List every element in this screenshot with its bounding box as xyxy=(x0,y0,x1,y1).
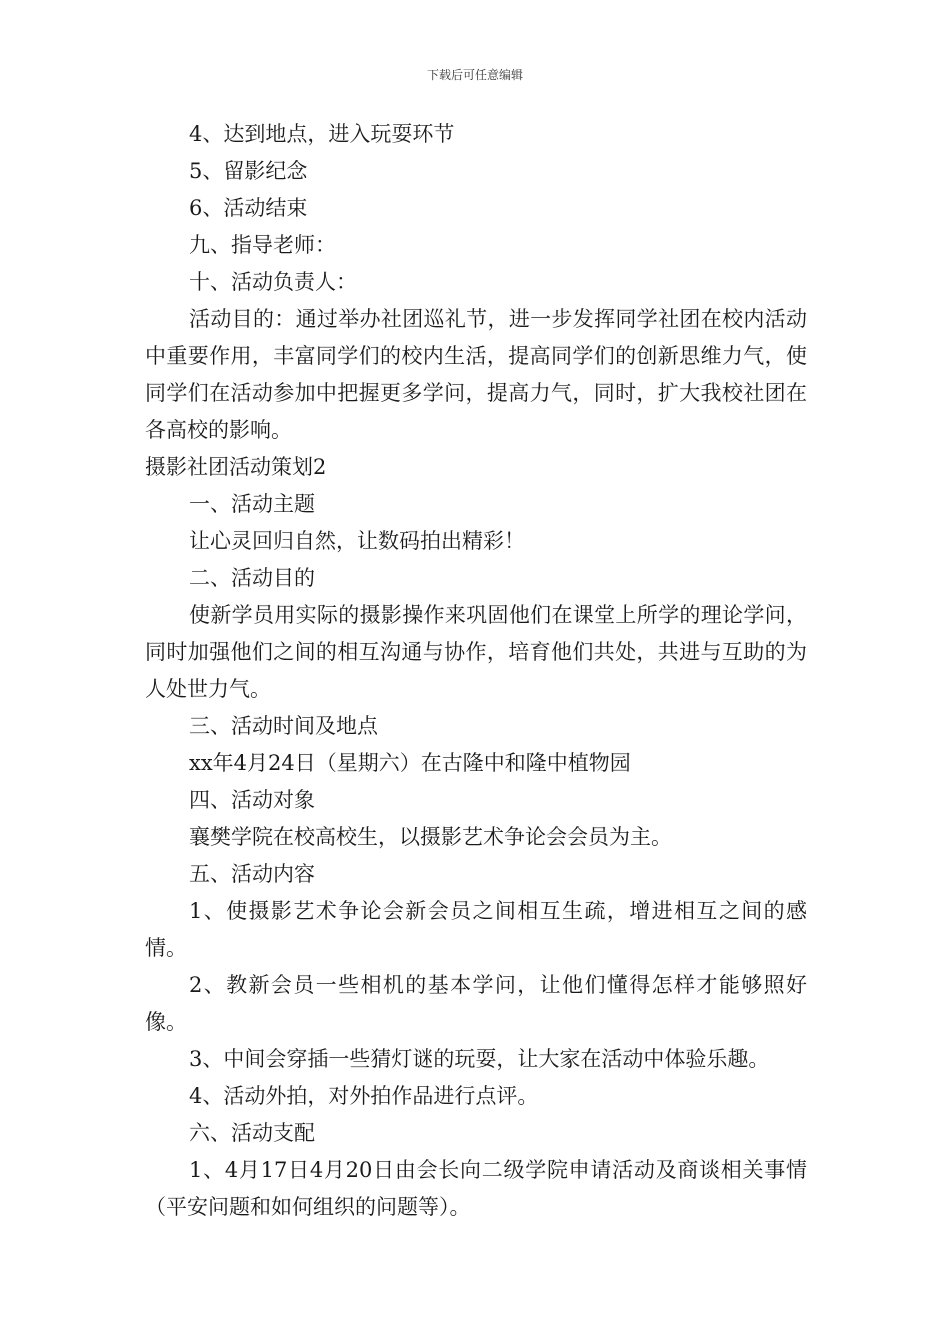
paragraph-22: 1、4月17日4月20日由会长向二级学院申请活动及商谈相关事情（平安问题和如何组织的问题等）。 xyxy=(145,1158,807,1219)
page-header: 下载后可任意编辑 xyxy=(426,68,523,82)
paragraph-20: 4、活动外拍，对外拍作品进行点评。 xyxy=(189,1084,539,1108)
section-title: 摄影社团活动策划2 xyxy=(145,455,327,479)
paragraph-1: 4、达到地点，进入玩耍环节 xyxy=(189,122,455,146)
paragraph-9: 让心灵回归自然，让数码拍出精彩！ xyxy=(189,529,525,553)
paragraph-8: 一、活动主题 xyxy=(189,492,315,516)
paragraph-2: 5、留影纪念 xyxy=(189,159,308,183)
paragraph-19: 3、中间会穿插一些猜灯谜的玩耍，让大家在活动中体验乐趣。 xyxy=(189,1047,770,1071)
paragraph-3: 6、活动结束 xyxy=(189,196,308,220)
paragraph-17: 1、使摄影艺术争论会新会员之间相互生疏，增进相互之间的感情。 xyxy=(145,899,807,960)
paragraph-16: 五、活动内容 xyxy=(189,862,315,886)
paragraph-10: 二、活动目的 xyxy=(189,566,315,590)
document-body xyxy=(145,116,807,1226)
paragraph-14: 四、活动对象 xyxy=(189,788,315,812)
paragraph-6: 活动目的：通过举办社团巡礼节，进一步发挥同学社团在校内活动中重要作用，丰富同学们的校内生活，提高同学们的创新思维力气，使同学们在活动参加中把握更多学问，提高力气，同时，扩大我校社团在各高校的影响。 xyxy=(145,307,807,442)
paragraph-4: 九、指导老师： xyxy=(189,233,336,257)
paragraph-5: 十、活动负责人： xyxy=(189,270,357,294)
paragraph-21: 六、活动支配 xyxy=(189,1121,315,1145)
paragraph-18: 2、教新会员一些相机的基本学问，让他们懂得怎样才能够照好像。 xyxy=(145,973,807,1034)
paragraph-13: xx年4月24日（星期六）在古隆中和隆中植物园 xyxy=(189,751,631,775)
paragraph-11: 使新学员用实际的摄影操作来巩固他们在课堂上所学的理论学问，同时加强他们之间的相互沟通与协作，培育他们共处，共进与互助的为人处世力气。 xyxy=(145,603,807,701)
paragraph-15: 襄樊学院在校高校生，以摄影艺术争论会会员为主。 xyxy=(189,825,672,849)
paragraph-12: 三、活动时间及地点 xyxy=(189,714,378,738)
